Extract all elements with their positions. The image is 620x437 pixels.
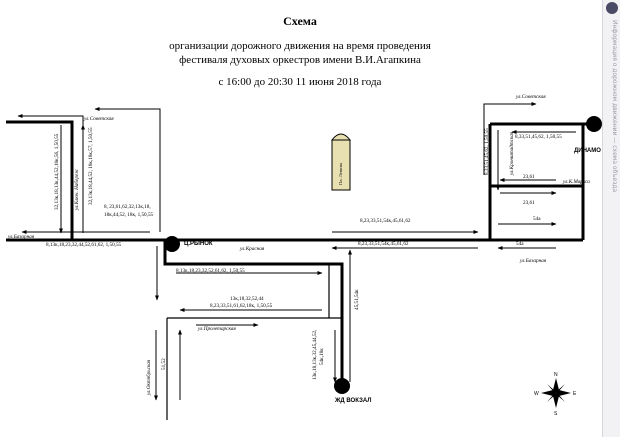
stop-markers: [164, 116, 602, 394]
route-54a-bot: 54а: [516, 241, 524, 247]
route-v-left2: 32,13к,18,44,52, 18к,18к,57, 1,50,55: [88, 127, 94, 205]
street-bazarnaya-right: ул.Базарная: [520, 258, 547, 264]
page-subtitle-1: организации дорожного движения на время проведения: [169, 40, 431, 52]
page-subtitle-2: фестиваля духовых оркестров имени В.И.Агапкина: [179, 54, 421, 66]
route-54a-top: 54а: [533, 216, 541, 222]
route-block-rynok-2: 18к,44,52, 18к, 1,50,55: [104, 212, 154, 218]
street-proletarskaya: ул.Пролетарская: [198, 326, 236, 332]
stop-marker-vokzal: [334, 378, 350, 394]
route-vokzal-v2a: 13к,18,13к,32,45,44,52,: [312, 329, 318, 380]
street-krasnaya: ул.Красная: [240, 246, 265, 252]
street-bazarnaya-left: ул.Базарная: [8, 234, 35, 240]
route-v-left1: 32,13к,18,13к,44,52,18к,56, 1,50,55: [54, 133, 60, 210]
route-dinamo-h1: 8,33,51,45,62, 1,50,55: [515, 134, 562, 140]
route-vokzal-vertical: 45,51,54к: [354, 289, 360, 310]
route-center-top: 8,23,33,51,54к,45,61,62: [360, 218, 411, 224]
street-klyuch-naberezh: ул.Ключ. Набереж: [74, 169, 80, 210]
route-block-mid-2: 8,23,33,51,61,62,18к, 1,50,55: [210, 303, 273, 309]
street-sovetskaya-left: ул.Советская: [84, 116, 114, 122]
compass-e: E: [573, 391, 577, 397]
route-marksa-bot: 23,61: [523, 200, 535, 206]
monument: [332, 134, 350, 190]
route-marksa-top: 23,61: [523, 174, 535, 180]
stop-label-rynok: Ц.РЫНОК: [184, 241, 213, 247]
stop-marker-rynok: [164, 236, 180, 252]
route-block-mid-1: 13к,18,32,52,44: [230, 296, 264, 302]
street-kronshtadtskaya: ул.Кронштадтская: [509, 131, 515, 175]
route-labels: [46, 127, 562, 380]
route-krasnaya-under: 8,13к,18,23,32,52,61,62, 1,50,55: [176, 268, 245, 274]
route-arrows: [18, 104, 576, 400]
route-block-rynok-1: 8, 23,61,62,32,13к,18,: [104, 204, 151, 210]
sidebar-text: Информация о дорожном движении — схема объезда: [611, 20, 618, 193]
road-sovetskaya-left: [6, 122, 72, 240]
street-oktyabrskaya: ул.Октябрьская: [146, 359, 152, 395]
compass-w: W: [534, 391, 539, 397]
compass-s: S: [554, 411, 558, 417]
compass-rose-icon: [534, 372, 577, 417]
event-time: с 16:00 до 20:30 11 июня 2018 года: [218, 76, 382, 88]
sidebar-strip: [602, 0, 620, 437]
stop-marker-dinamo: [586, 116, 602, 132]
route-bazarnaya-left: 8,13к,18,23,32,44,52,61,62, 1,50,55: [46, 242, 122, 248]
monument-label: Пл. Ленина: [338, 163, 343, 185]
stop-label-vokzal: ЖД ВОКЗАЛ: [335, 398, 372, 404]
site-logo-icon[interactable]: [606, 2, 618, 14]
route-center-bottom: 8,23,33,51,54к,45,61,62: [358, 241, 409, 247]
stop-label-dinamo: ДИНАМО: [574, 148, 601, 154]
page-title: Схема: [283, 14, 317, 28]
street-k-marksa: ул.К.Маркса: [563, 179, 590, 185]
compass-n: N: [554, 372, 558, 378]
route-vokzal-v2b: 54к,18к: [319, 348, 325, 365]
route-oktyabrsk: 51,52: [161, 358, 167, 370]
route-dinamo-v1: 8,33,51,45,62, 1,50,55: [484, 128, 490, 175]
street-sovetskaya-right: ул.Советская: [516, 94, 546, 100]
